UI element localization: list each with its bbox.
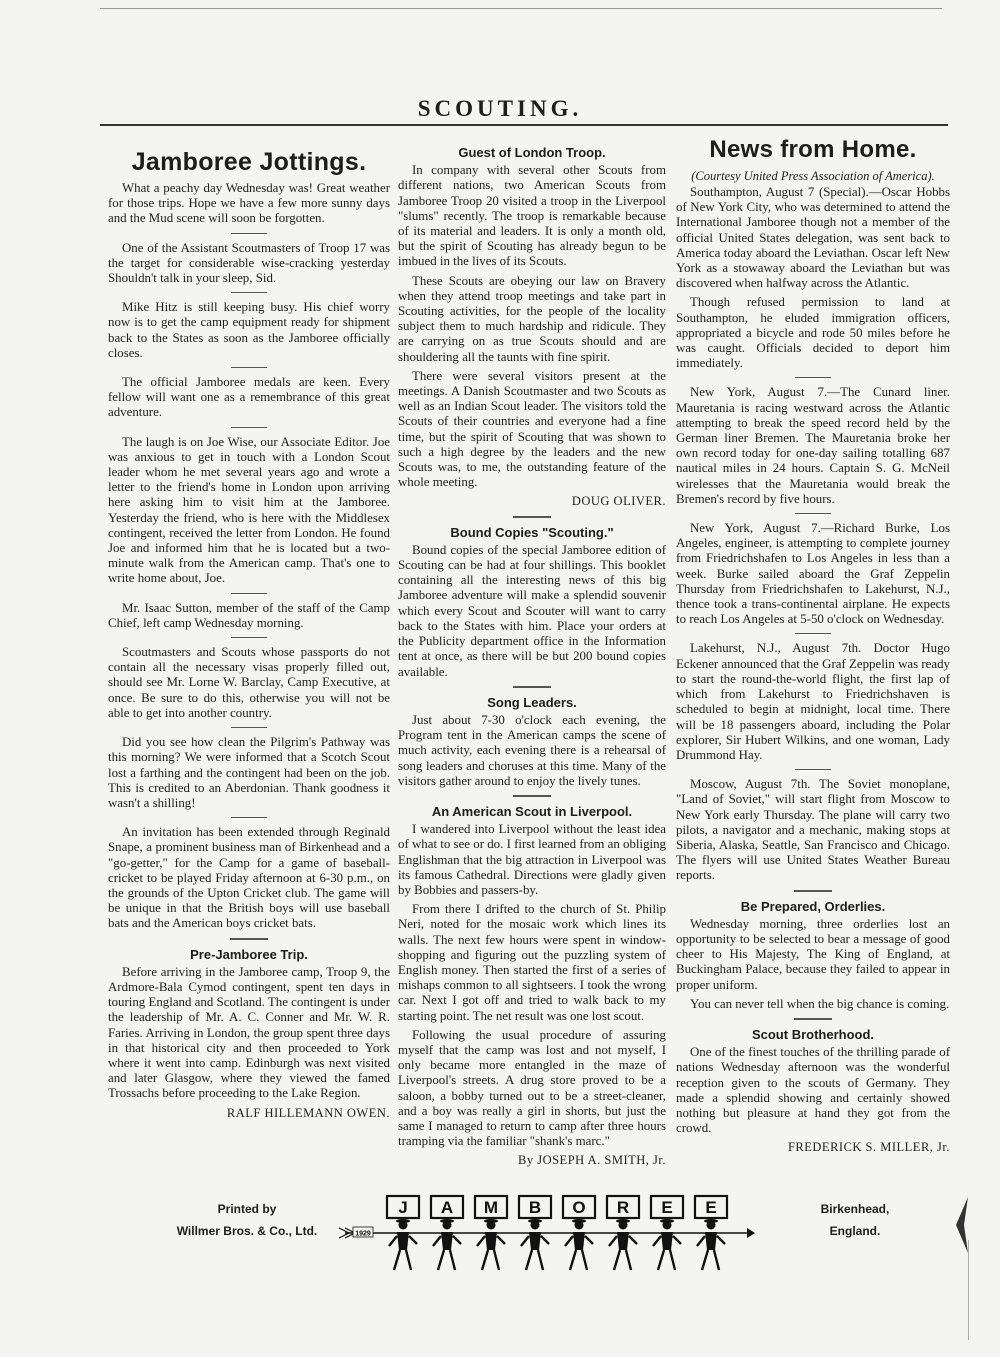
separator <box>231 367 267 368</box>
news-item-1: Southampton, August 7 (Special).—Oscar Hobbs of New York City, who was determined to attend the International Jamboree though not a member of the official United States delegation, was sent back to America today aboard the Leviathan. Oscar left New York as a stowaway aboard the Leviathan but was discovered when halfway across the Atlantic. <box>676 185 950 291</box>
scout-figure-icon <box>697 1219 725 1270</box>
column-middle <box>398 131 666 1171</box>
jotting-9: An invitation has been extended through Reginald Snape, a prominent business man of Birkenhead and a "go-getter," for the Camp for a game of baseball-cricket to be played Friday afternoon at 6-30 p.m., on the grounds of the Upton Cricket club. The game will be unique in that the British boys will use baseball bats and the American boys cricket bats. <box>108 825 390 931</box>
separator <box>513 516 551 518</box>
jotting-3: Mike Hitz is still keeping busy. His chief worry now is to get the camp equipment ready for shipment back to the States as soon as the Jamboree officially closes. <box>108 300 390 360</box>
be-prepared-heading: Be Prepared, Orderlies. <box>740 898 886 914</box>
news-item-1-cont: Though refused permission to land at Southampton, he eluded immigration officers, appropriated a bicycle and rode 50 miles before he was caught. Officials decided to deport him immediately. <box>676 295 950 371</box>
page-edge-line <box>968 1240 969 1340</box>
news-from-home-title: News from Home. <box>709 136 917 163</box>
jotting-8: Did you see how clean the Pilgrim's Pathway was this morning? We were informed that a Scotch Scout lost a farthing and the contingent had been on the job. This is credited to an Aberdonian. Thank goodness it wasn't a shilling! <box>108 735 390 810</box>
scout-figure-icon <box>609 1219 637 1270</box>
masthead-rule <box>100 124 948 126</box>
separator <box>231 292 267 293</box>
scout-figure-icon <box>565 1219 593 1270</box>
news-item-2: New York, August 7.—The Cunard liner. Mauretania is racing westward across the Atlantic attempting to break the speed record held by the German liner Bremen. The Mauretania broke her own record today for one-day sailing totalling 687 nautical miles in 24 hours. Captain S. G. McNeil wirelesses that the Mauretania would break the Bremen's record by five hours. <box>676 385 950 506</box>
place-line-2: England. <box>829 1224 881 1238</box>
logo-letter: M <box>483 1198 499 1217</box>
byline: DOUG OLIVER. <box>571 494 666 509</box>
jotting-5: The laugh is on Joe Wise, our Associate Editor. Joe was anxious to get in touch with a London Scout leader whom he met several years ago and wrote a letter to the friend's home in London upon arriving here asking him to visit him at the Jamboree. Yesterday the friend, who is here with the Middlesex contingent, received the letter from London. He found Joe and informed him that he is located but a two-minute walk from the American camp. That's one to write home about, Joe. <box>108 434 390 586</box>
pre-jamboree-trip-body: Before arriving in the Jamboree camp, Troop 9, the Ardmore-Bala Cymod contingent, spent ten days in touring England and Scotland. The contingent is under the leadership of Mr. A. C. Conner and Mr. W. R. Faries. Arriving in London, the group spent three days in that historical city and then proceeded to York where it went into camp. Edinburgh was next visited and later Glasgow, where they viewed the famed Trossachs before proceeding to the Lake Region. <box>108 964 390 1101</box>
logo-letter: O <box>572 1198 586 1217</box>
separator <box>795 513 831 514</box>
song-leaders-body: Just about 7-30 o'clock each evening, the Program tent in the American camps the scene of much activity, each evening there is a rehearsal of song leaders and choruses at this time. Many of the visitors gather around to enjoy the lively tunes. <box>398 712 666 788</box>
separator <box>513 686 551 688</box>
jotting-1: What a peachy day Wednesday was! Great weather for those trips. Hope we have a few more sunny days and the Mud scene will soon be forgotten. <box>108 181 390 226</box>
printer-line-1: Printed by <box>217 1202 277 1216</box>
guest-of-london-troop-heading: Guest of London Troop. <box>458 145 606 160</box>
byline: RALF HILLEMANN OWEN. <box>226 1105 390 1120</box>
masthead: SCOUTING. <box>417 96 583 121</box>
separator <box>231 637 267 638</box>
jamboree-jottings-title: Jamboree Jottings. <box>131 148 367 176</box>
american-scout-paragraph-3: Following the usual procedure of assuring myself that the camp was lost and not myself, I only became more entangled in the maze of Liverpool's streets. A drug store proved to be a saloon, a bobby turned out to be a street-cleaner, and a boy was really a girl in shorts, but just the same I managed to return to camp after three hours tramping via the familiar "shank's marc." <box>398 1027 666 1149</box>
byline: FREDERICK S. MILLER, Jr. <box>787 1140 950 1155</box>
bound-copies-body: Bound copies of the special Jamboree edition of Scouting can be had at four shillings. This booklet containing all the interesting news of this big Jamboree adventure will make a splendid souvenir which every Scout and Scouter will want to carry back to the States with him. Place your orders at the Publicity department office in the Information tent at once, as there will be but 200 bound copies available. <box>398 542 666 679</box>
printer-credit <box>172 1198 322 1242</box>
separator <box>231 593 267 594</box>
separator <box>795 633 831 634</box>
top-border <box>100 8 942 9</box>
american-scout-heading: An American Scout in Liverpool. <box>431 803 633 819</box>
logo-letter: R <box>616 1198 630 1217</box>
scout-figure-icon <box>389 1219 417 1270</box>
separator <box>231 233 267 234</box>
guest-paragraph-3: There were several visitors present at the meetings. A Danish Scoutmaster and two Scouts as well as an Indian Scout leader. The visitors told the Scouts of their countries and everyone had a fine time, but the spirit of Scouting that was shown to such a high degree by the leaders and the new Scouts was, to me, the outstanding feature of the whole meeting. <box>398 368 666 490</box>
news-item-3: New York, August 7.—Richard Burke, Los Angeles, engineer, is attempting to complete journey from Friedrichshafen to Los Angeles in less than a week. Burke sailed aboard the Graf Zeppelin Thursday from Friedrichshafen to Lakehurst, N.J., thence took a trans-continental airplane. He expects to reach Los Angeles at 5-50 o'clock on Wednesday. <box>676 521 950 627</box>
separator <box>795 377 831 378</box>
pre-jamboree-trip-heading: Pre-Jamboree Trip. <box>190 946 308 962</box>
scout-figure-icon <box>653 1219 681 1270</box>
logo-letter: E <box>661 1198 673 1217</box>
scout-figure-icon <box>477 1219 505 1270</box>
separator <box>231 427 267 428</box>
press-credit: (Courtesy United Press Association of America). <box>691 169 935 183</box>
page-edge-mark <box>952 1195 972 1255</box>
guest-paragraph-2: These Scouts are obeying our law on Bravery when they attend troop meetings and take part in Scouting activities, for the people of the locality subject them to much hardship and ridicule. They are carrying on as true Scouts should and are shouldering all the taunts with fine spirit. <box>398 273 666 364</box>
separator <box>794 1018 832 1020</box>
separator <box>794 890 832 892</box>
scout-brotherhood-body: One of the finest touches of the thrilling parade of nations Wednesday afternoon was the wonderful reception given to the scouts of Germany. They made a splendid showing and certainly showed nothing but pleasure at hand they got from the crowd. <box>676 1045 950 1136</box>
byline: By JOSEPH A. SMITH, Jr. <box>518 1153 666 1168</box>
logo-letter: J <box>398 1198 408 1217</box>
printer-line-2: Willmer Bros. & Co., Ltd. <box>176 1224 318 1238</box>
logo-letter: E <box>705 1198 717 1217</box>
place-credit <box>800 1198 910 1242</box>
scout-figure-icon <box>433 1219 461 1270</box>
column-left <box>108 131 390 1123</box>
be-prepared-paragraph-2: You can never tell when the big chance is coming. <box>690 996 950 1011</box>
separator <box>231 727 267 728</box>
logo-letter: B <box>528 1198 542 1217</box>
news-item-5: Moscow, August 7th. The Soviet monoplane, "Land of Soviet," will start flight from Moscow to New York early Thursday. The plane will carry two pilots, a navigator and a mechanic, making stops at Siberia, Alaska, Seattle, San Francisco and Chicago. The flyers will use United States Weather Bureau reports. <box>676 777 950 883</box>
bound-copies-heading: Bound Copies "Scouting." <box>450 524 614 540</box>
logo-letter: A <box>440 1198 454 1217</box>
news-item-4: Lakehurst, N.J., August 7th. Doctor Hugo Eckener announced that the Graf Zeppelin was ready to start the round-the-world flight, the first lap of which from Lakehurst to Friedrichshaven is scheduled to begin at midnight, local time. There will be 18 passengers aboard, including the Polar explorer, Sir Hubert Wilkins, and one woman, Lady Drummond Hay. <box>676 641 950 762</box>
jotting-6: Mr. Isaac Sutton, member of the staff of the Camp Chief, left camp Wednesday morning. <box>108 600 390 630</box>
american-scout-paragraph-1: I wandered into Liverpool without the least idea of what to see or do. I first learned from an obliging Englishman that the big attraction in Liverpool was its famous Cathedral. Directions were gladly given by Bobbies and passers-by. <box>398 822 666 897</box>
guest-paragraph-1: In company with several other Scouts from different nations, two American Scouts from Jamboree Troop 20 visited a troop in the Liverpool "slums" recently. The troop is remarkable because of its material and leaders. It is only a month old, but the spirit of Scouting has already begun to be imbued in the lives of its Scouts. <box>398 163 666 269</box>
jotting-7: Scoutmasters and Scouts whose passports do not contain all the necessary visas properly filled out, should see Mr. Lorne W. Barclay, Camp Executive, at once. Be sure to do this, otherwise you will not be able to get into another country. <box>108 645 390 720</box>
jotting-4: The official Jamboree medals are keen. Every fellow will want one as a remembrance of this great adventure. <box>108 375 390 420</box>
scout-brotherhood-heading: Scout Brotherhood. <box>751 1026 875 1042</box>
jotting-2: One of the Assistant Scoutmasters of Troop 17 was the target for considerable wise-cracking yesterday Shouldn't talk in your sleep, Sid. <box>108 240 390 286</box>
separator <box>513 795 551 797</box>
scout-figure-icon <box>521 1219 549 1270</box>
song-leaders-heading: Song Leaders. <box>487 694 577 710</box>
place-line-1: Birkenhead, <box>820 1202 890 1216</box>
jamboree-logo <box>335 1192 755 1282</box>
separator <box>230 938 268 940</box>
separator <box>795 769 831 770</box>
column-right <box>676 131 950 1158</box>
logo-year-tag: 1929 <box>355 1230 371 1238</box>
be-prepared-paragraph-1: Wednesday morning, three orderlies lost an opportunity to be selected to bear a message of good cheer to His Majesty, The King of England, at Buckingham Palace, because they failed to appear in proper uniform. <box>676 916 950 992</box>
separator <box>231 817 267 818</box>
american-scout-paragraph-2: From there I drifted to the church of St. Philip Neri, noted for the mosaic work which lines its walls. The next few hours were spent in window-shopping and figuring out the puzzling system of English money. Then started the first of a series of mishaps common to all sightseers. I took the wrong car. Next I got off and tried to walk back to my starting point. The net result was one lost scout. <box>398 902 666 1023</box>
